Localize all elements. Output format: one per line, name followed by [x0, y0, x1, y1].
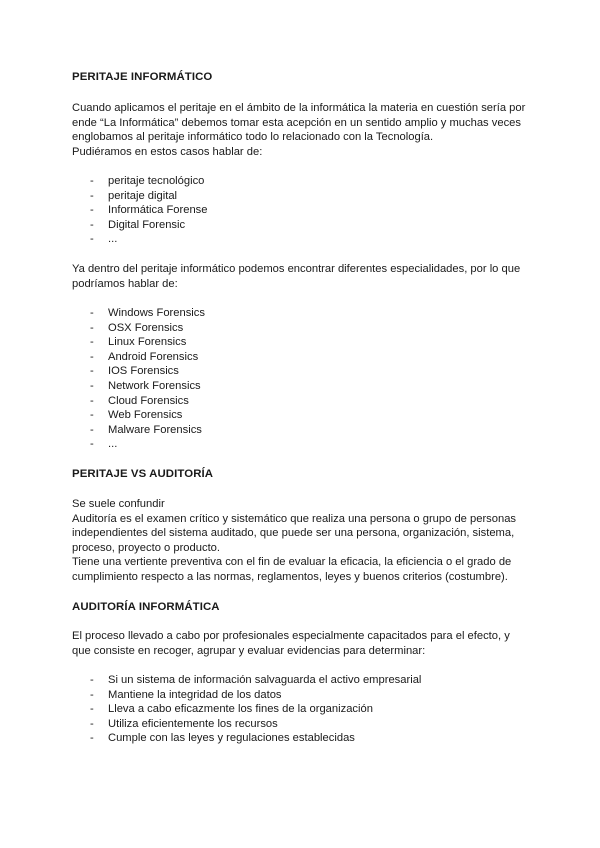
bullet-dash: - [90, 674, 94, 686]
list-item: - Network Forensics [90, 379, 201, 392]
paragraph-line: Tiene una vertiente preventiva con el fin de evaluar la eficacia, la eficiencia o el grado de [72, 556, 512, 569]
list-item: - OSX Forensics [90, 321, 184, 334]
paragraph-line: podríamos hablar de: [72, 277, 178, 290]
heading-peritaje-vs-auditoria: PERITAJE VS AUDITORÍA [72, 468, 214, 480]
list-item: - IOS Forensics [90, 365, 179, 378]
paragraph-peritaje-intro [72, 101, 542, 159]
paragraph-especialidades-intro [72, 262, 542, 291]
list-item: - Linux Forensics [90, 336, 187, 349]
paragraph-line: Auditoría es el examen crítico y sistemático que realiza una persona o grupo de personas [72, 512, 517, 525]
paragraph-line: Cuando aplicamos el peritaje en el ámbito de la informática la materia en cuestión sería por [72, 102, 526, 114]
bullet-dash: - [90, 717, 94, 730]
list-item: - Malware Forensics [90, 423, 202, 436]
bullet-dash: - [90, 732, 94, 745]
list-item: - Lleva a cabo eficazmente los fines de la organización [90, 703, 373, 716]
bullet-dash: - [90, 233, 94, 246]
paragraph-line: Se suele confundir [72, 498, 165, 510]
bullet-dash: - [90, 204, 94, 217]
paragraph-line: El proceso llevado a cabo por profesionales especialmente capacitados para el efecto, y [72, 630, 510, 642]
paragraph-line: cumplimiento respecto a las normas, reglamentos, leyes y buenos criterios (costumbre). [72, 570, 508, 583]
paragraph-auditoria-intro [72, 629, 542, 658]
bullet-dash: - [90, 350, 94, 363]
bullet-dash: - [90, 321, 94, 334]
list-item: - Si un sistema de información salvaguarda el activo empresarial [90, 674, 422, 686]
list-item: - Utiliza eficientemente los recursos [90, 717, 278, 730]
bullet-dash: - [90, 394, 94, 407]
list-item: - ... [90, 438, 118, 451]
list-item: - peritaje tecnológico [90, 175, 205, 187]
bullet-dash: - [90, 175, 94, 187]
list-item: - ... [90, 233, 118, 246]
list-peritaje-terms [72, 174, 542, 247]
bullet-dash: - [90, 703, 94, 716]
list-item: - Android Forensics [90, 350, 199, 363]
bullet-dash: - [90, 365, 94, 378]
list-especialidades [72, 306, 542, 452]
paragraph-line: independientes del sistema auditado, que puede ser una persona, organización, sistema, [72, 527, 515, 540]
list-item: - Web Forensics [90, 409, 183, 422]
paragraph-line: que consiste en recoger, agrupar y evaluar evidencias para determinar: [72, 644, 426, 657]
paragraph-line: Pudiéramos en estos casos hablar de: [72, 145, 263, 158]
heading-auditoria-informatica: AUDITORÍA INFORMÁTICA [72, 601, 220, 613]
list-item: - Cloud Forensics [90, 394, 189, 407]
paragraph-line: proceso, proyecto o producto. [72, 541, 221, 554]
bullet-dash: - [90, 438, 94, 451]
bullet-dash: - [90, 423, 94, 436]
bullet-dash: - [90, 218, 94, 231]
paragraph-line: ende “La Informática” debemos tomar esta acepción en un sentido amplio y muchas veces [72, 116, 521, 129]
paragraph-peritaje-vs-auditoria [72, 497, 542, 585]
paragraph-line: Ya dentro del peritaje informático podemos encontrar diferentes especialidades, por lo que [72, 263, 521, 275]
list-item: - Digital Forensic [90, 218, 186, 231]
list-item: - Windows Forensics [90, 307, 205, 319]
bullet-dash: - [90, 409, 94, 422]
bullet-dash: - [90, 379, 94, 392]
paragraph-line: englobamos al peritaje informático todo lo relacionado con la Tecnología. [72, 131, 434, 144]
bullet-dash: - [90, 189, 94, 202]
list-item: - Cumple con las leyes y regulaciones establecidas [90, 732, 355, 745]
bullet-dash: - [90, 307, 94, 319]
bullet-dash: - [90, 688, 94, 701]
list-item: - Informática Forense [90, 204, 208, 217]
bullet-dash: - [90, 336, 94, 349]
list-item: - peritaje digital [90, 189, 178, 202]
heading-peritaje-informatico: PERITAJE INFORMÁTICO [72, 71, 213, 83]
list-item: - Mantiene la integridad de los datos [90, 688, 282, 701]
list-auditoria-objetivos [72, 673, 542, 746]
